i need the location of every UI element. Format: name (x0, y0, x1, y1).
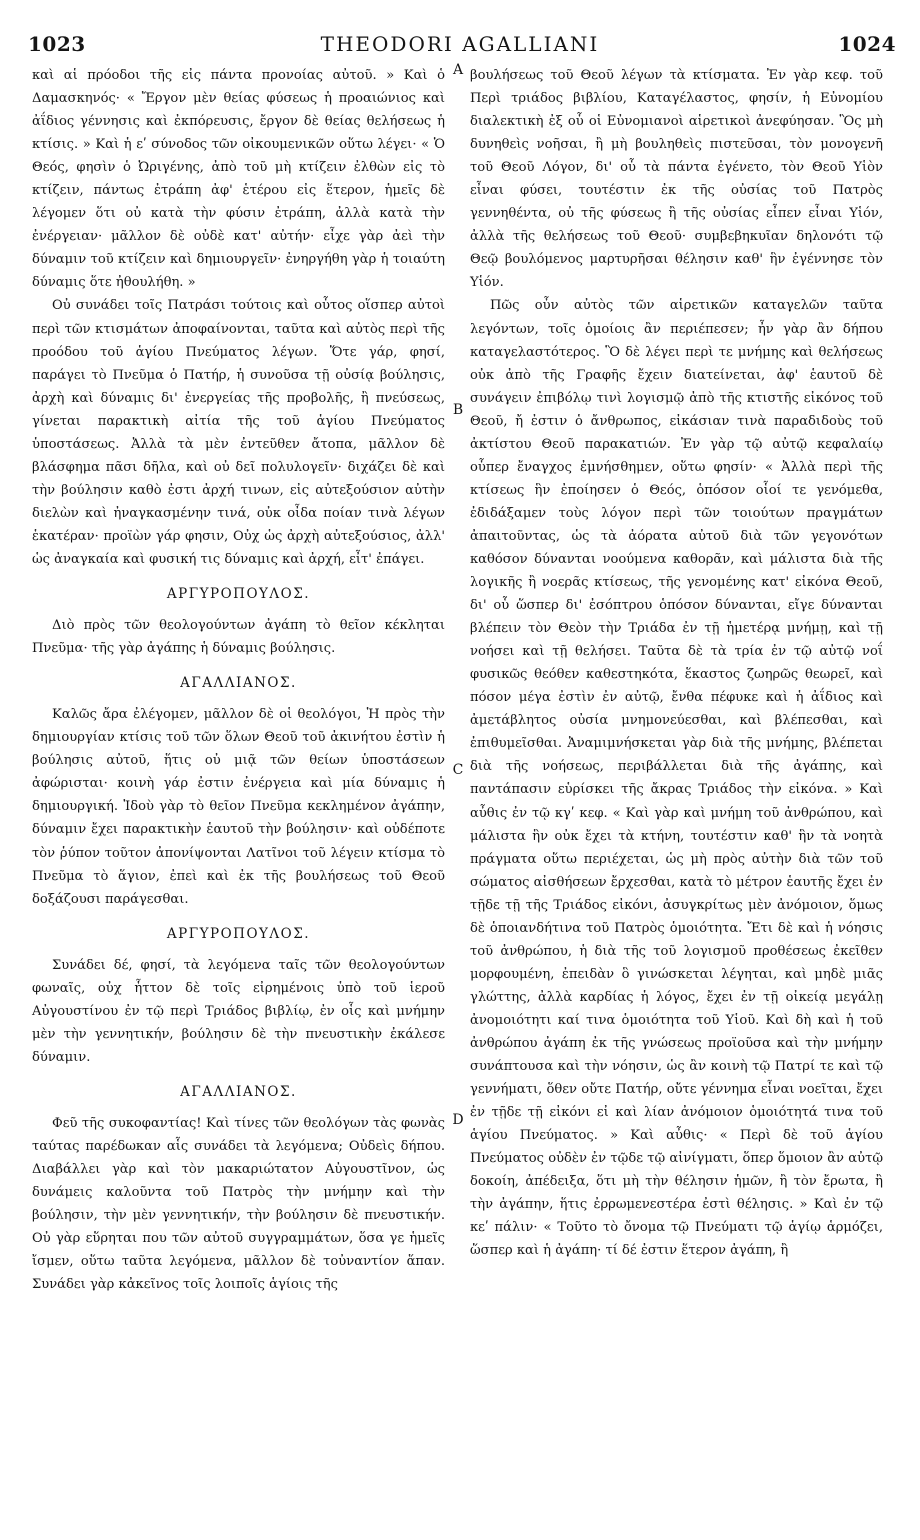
speaker-heading: ΑΓΑΛΛΙΑΝΟΣ. (180, 1083, 297, 1100)
paragraph: Οὐ συνάδει τοῖς Πατράσι τούτοις καὶ οὗτος οἵσπερ αὐτοὶ περὶ τῶν κτισμάτων ἀποφαίνονται, ταῦτα καὶ αὐτὸς περὶ τῆς προόδου τοῦ ἁγίου Πνεύματος λέγων. Ὅτε γάρ, φησί, παράγει τὸ Πνεῦμα ὁ Πατήρ, ἡ συνοῦσα τῇ οὐσίᾳ βούλησις, ἀρχὴ καὶ δύναμις δι' ἐνεργείας τῆς προβολῆς, ἢ πνεύσεως, γίνεται παρακτικὴ αἰτία τῆς τοῦ ἁγίου Πνεύματος ὑποστάσεως. Ἀλλὰ τὰ μὲν ἐντεῦθεν ἄτοπα, μᾶλλον δὲ βλάσφημα πᾶσι δῆλα, καὶ οὐ δεῖ πολυλογεῖν· διχάζει δὲ καὶ τὴν βούλησιν καθὸ ἐστι ἀρχή τινων, εἰς αὐτεξούσιον αὐτὴν διελὼν καὶ ἠναγκασμένην τινά, οὐκ οἶδα ποίαν τινὰ λέγων ἑκατέραν· προϊὼν γάρ φησιν, Οὐχ ὡς ἀρχὴ αὐτεξούσιος, ἀλλ' ὡς ἀναγκαία καὶ φυσική τις δύναμις καὶ ἀρχή, εἶτ' ἐπάγει. (32, 298, 445, 567)
paragraph: καὶ αἱ πρόοδοι τῆς εἰς πάντα προνοίας αὐτοῦ. » Καὶ ὁ Δαμασκηνός· « Ἔργον μὲν θείας φύσεως ἡ προαιώνιος καὶ ἀΐδιος γέννησις καὶ ἐκπόρευσις, ἔργον δὲ θείας θελήσεως ἡ κτίσις. » Καὶ ἡ εʹ σύνοδος τῶν οἰκουμενικῶν οὕτω λέγει· « Ὁ Θεός, φησὶν ὁ Ὠριγένης, ἀπὸ τοῦ μὴ κτίζειν ἐλθὼν εἰς τὸ κτίζειν, πάντως ἐτράπη ἀφ' ἑτέρου εἰς ἕτερον, ἡμεῖς δὲ λέγομεν ὅτι οὐ κατὰ τὴν φύσιν ἐτράπη, ἀλλὰ κατὰ τὴν ἐνέργειαν· μᾶλλον δὲ οὐδὲ κατ' αὐτήν· εἶχε γὰρ ἀεὶ τὴν δύναμιν τοῦ κτίζειν καὶ δημιουργεῖν· ἐνηργήθη γὰρ ἡ τοιαύτη δύναμις ὅτε ἠθουλήθη. » (32, 68, 445, 291)
margin-letter-c: C (452, 762, 464, 778)
page-header (0, 0, 920, 62)
page-number-right: 1024 (838, 32, 896, 56)
paragraph: Φεῦ τῆς συκοφαντίας! Καὶ τίνες τῶν θεολόγων τὰς φωνὰς ταύτας παρέδωκαν αἷς συνάδει τὰ λεγόμενα; Οὐδεὶς δήπου. Διαβάλλει γὰρ καὶ τὸν μακαριώτατον Αὐγουστῖνον, ὡς δυνάμεις καλοῦντα τοῦ Πατρὸς τὴν μνήμην καὶ τὴν βούλησιν, τὴν μὲν γεννητικήν, τὴν βούλησιν δὲ πνευστικήν. Οὐ γὰρ εὕρηται που τῶν αὐτοῦ συγγραμμάτων, ὅσα γε ἡμεῖς ἴσμεν, οὕτω ταῦτα λεγόμενα, μᾶλλον δὲ τοὐναντίον ἅπαν. Συνάδει γὰρ κἀκεῖνος τοῖς λοιποῖς ἁγίοις τῆς (32, 1115, 445, 1293)
paragraph: Καλῶς ἄρα ἐλέγομεν, μᾶλλον δὲ οἱ θεολόγοι, Ἡ πρὸς τὴν δημιουργίαν κτίσις τοῦ τῶν ὅλων Θεοῦ τοῦ ἀκινήτου ἐστὶν ἡ βούλησις αὐτοῦ, ἥτις οὐ μιᾷ τῶν θείων ὑποστάσεων ἀφώρισται· κοινὴ γάρ ἐστιν ἐνέργεια καὶ μία δύναμις ἡ δημιουργική. Ἰδοὺ γὰρ τὸ θεῖον Πνεῦμα κεκλημένον ἀγάπην, δύναμιν ἔχει παρακτικὴν ἑαυτοῦ τὴν βούλησιν· καὶ οὐδέποτε τὸν ῥύπον τοῦτον ἀπονίψονται Λατῖνοι τοῦ λέγειν κτίσμα τὸ Πνεῦμα τὸ ἅγιον, ἐπεὶ καὶ ἐκ τῆς βουλήσεως τοῦ Θεοῦ δοξάζουσι παράγεσθαι. (32, 707, 445, 907)
page-number-left: 1023 (28, 32, 86, 56)
paragraph: βουλήσεως τοῦ Θεοῦ λέγων τὰ κτίσματα. Ἐν γὰρ κεφ. τοῦ Περὶ τριάδος βιβλίου, Καταγέλαστος, φησίν, ἡ Εὐνομίου διαλεκτικὴ ἐξ οὗ οἱ Εὐνομιανοὶ αἱρετικοὶ ἀνεφύησαν. Ὃς μὴ δυνηθεὶς νοῆσαι, ἢ μὴ βουληθεὶς πιστεῦσαι, τὸν μονογενῆ τοῦ Θεοῦ Λόγον, δι' οὗ τὰ πάντα ἐγένετο, τὸν Θεοῦ Υἱὸν εἶναι φύσει, τουτέστιν ἐκ τῆς οὐσίας τοῦ Πατρὸς γεννηθέντα, οὐ τῆς φύσεως ἢ τῆς οὐσίας εἶπεν εἶναι Υἱόν, ἀλλὰ τῆς θελήσεως τοῦ Θεοῦ· συμβεβηκυῖαν δηλονότι τῷ Θεῷ βουλόμενος μαρτυρῆσαι θέλησιν καθ' ἣν ἐγέννησε τὸν Υἱόν. (470, 68, 883, 291)
margin-letter-a: A (452, 62, 464, 78)
speaker-heading: ΑΡΓΥΡΟΠΟΥΛΟΣ. (166, 925, 311, 942)
paragraph: Πῶς οὖν αὐτὸς τῶν αἱρετικῶν καταγελῶν ταῦτα λεγόντων, τοῖς ὁμοίοις ἂν περιέπεσεν; ἦν γὰρ ἂν δήπου καταγελαστότερος. Ὃ δὲ λέγει περὶ τε μνήμης καὶ θελήσεως οὐκ ἀπὸ τῆς Γραφῆς ἔχειν διατείνεται, ἀφ' ἑαυτοῦ δὲ συνάγειν ἐπιβόλῳ τινὶ λογισμῷ ἀπὸ τῆς κτιστῆς εἰκόνος τοῦ Θεοῦ, ἤ ἐστιν ὁ ἄνθρωπος, εἰκάσιαν τινὰ παραδιδοὺς τοῦ ἀκτίστου Θεοῦ παρακατιών. Ἐν γὰρ τῷ αὐτῷ κεφαλαίῳ οὗπερ ἔναγχος ἐμνήσθημεν, οὕτω φησίν· « Ἀλλὰ περὶ τῆς κτίσεως ἣν ἐποίησεν ὁ Θεός, ὁπόσον οἷοί τε γενόμεθα, ἐδιδάξαμεν τοὺς λόγον περὶ τῶν τοιούτων πραγμάτων ἀπαιτοῦντας, ὡς τὰ ἀόρατα αὐτοῦ διὰ τῶν γεγονότων καθόσον δύνανται νοούμενα καθορᾶν, καὶ μάλιστα διὰ τῆς λογικῆς ἢ νοερᾶς κτίσεως, τῆς γενομένης κατ' εἰκόνα Θεοῦ, δι' οὗ ὥσπερ δι' ἐσόπτρου ὁπόσον δύνανται, εἴγε δύνανται βλέπειν τὸν Θεὸν τὴν Τριάδα ἐν τῇ ἡμετέρᾳ μνήμῃ, καὶ τῇ νοήσει καὶ τῇ θελήσει. Ταῦτα δὲ τὰ τρία ἐν τῷ αὐτῷ νοΐ φυσικῶς θεόθεν καθεστηκότα, ἕκαστος ζωηρῶς θεωρεῖ, καὶ πόσον μέγα ἐστὶν ἐν αὐτῷ, ἔνθα πέφυκε καὶ ἡ ἀΐδιος καὶ ἀμετάβλητος οὐσία μνημονεύεσθαι, καὶ βλέπεσθαι, καὶ ἐπιθυμεῖσθαι. Ἀναμιμνήσκεται γὰρ διὰ τῆς μνήμης, βλέπεται διὰ τῆς νοήσεως, περιβάλλεται διὰ τῆς ἀγάπης, καὶ παντάπασιν εὑρίσκει τῆς ἄκρας Τριάδος τὴν εἰκόνα. » Καὶ αὖθις ἐν τῷ κγʹ κεφ. « Καὶ γὰρ καὶ μνήμη τοῦ ἀνθρώπου, καὶ μάλιστα ἣν οὐκ ἔχει τὰ κτήνη, τουτέστιν καθ' ἣν τὰ νοητὰ πράγματα οὕτω περιέχεται, ὡς μὴ πρὸς αὐτὴν διὰ τῶν τοῦ σώματος αἰσθήσεων ἔρχεσθαι, κατὰ τὸ μέτρον ἑαυτῆς ἔχει ἐν τῇδε τῇ τῆς Τριάδος εἰκόνι, ἀσυγκρίτως μὲν ἀνόμοιον, ὅμως δὲ ὁποιανδήτινα τοῦ Πατρὸς ὁμοιότητα. Ἔτι δὲ καὶ ἡ νόησις τοῦ ἀνθρώπου, ἡ διὰ τῆς τοῦ λογισμοῦ προθέσεως ἐκεῖθεν μορφουμένη, ἐπειδὰν ὃ γινώσκεται λέγηται, καὶ μηδὲ μιᾶς γλώττης, ἀλλὰ καρδίας ἡ λόγος, ἔχει ἐν τῇ οἰκείᾳ μεγάλῃ ἀνομοιότητι καί τινα ὁμοιότητα τοῦ Υἱοῦ. Καὶ δὴ καὶ ἡ τοῦ ἀνθρώπου ἀγάπη ἐκ τῆς γνώσεως προϊοῦσα καὶ τὴν μνήμην συνάπτουσα καὶ τὴν νόησιν, ὡς ἂν κοινὴ τῷ Πατρί τε καὶ τῷ γεννήματι, ὅθεν οὔτε Πατήρ, οὔτε γέννημα εἶναι νοεῖται, ἔχει ἐν τῇδε τῇ εἰκόνι εἰ καὶ λίαν ἀνόμοιον ὁμοιότητά τινα τοῦ ἁγίου Πνεύματος. » Καὶ αὖθις· « Περὶ δὲ τοῦ ἁγίου Πνεύματος οὐδὲν ἐν τῷδε τῷ αἰνίγματι, ὅπερ ὅμοιον ἂν αὐτῷ δοκοίη, ἀπέδειξα, ὅτι μὴ τὴν θέλησιν ἡμῶν, ἢ τὸν ἔρωτα, ἢ τὴν ἀγάπην, ἥτις ἐρρωμενεστέρα ἐστὶ θέλησις. » Καὶ ἐν τῷ κεʹ πάλιν· « Τοῦτο τὸ ὄνομα τῷ Πνεύματι τῷ ἁγίῳ ἁρμόζει, ὥσπερ καὶ ἡ ἀγάπη· τί δέ ἐστιν ἕτερον ἀγάπη, ἢ (470, 298, 883, 1259)
paragraph: Συνάδει δέ, φησί, τὰ λεγόμενα ταῖς τῶν θεολογούντων φωναῖς, οὐχ ἧττον δὲ τοῖς εἰρημένοις ὑπὸ τοῦ ἱεροῦ Αὐγουστίνου ἐν τῷ περὶ Τριάδος βιβλίῳ, ἐν οἷς καὶ μνήμην μὲν τὴν γεννητικήν, βούλησιν δὲ τὴν πνευστικὴν ἐκάλεσε δύναμιν. (32, 957, 445, 1065)
speaker-heading: ΑΡΓΥΡΟΠΟΥΛΟΣ. (166, 586, 311, 603)
left-column (32, 64, 445, 1296)
margin-letter-b: B (452, 402, 464, 418)
paragraph: Διὸ πρὸς τῶν θεολογούντων ἀγάπη τὸ θεῖον κέκληται Πνεῦμα· τῆς γὰρ ἀγάπης ἡ δύναμις βούλησις. (32, 618, 445, 657)
running-title: THEODORI AGALLIANI (320, 32, 600, 56)
margin-letter-d: D (452, 1112, 464, 1128)
right-column (470, 64, 883, 1262)
speaker-heading: ΑΓΑΛΛΙΑΝΟΣ. (180, 675, 297, 692)
